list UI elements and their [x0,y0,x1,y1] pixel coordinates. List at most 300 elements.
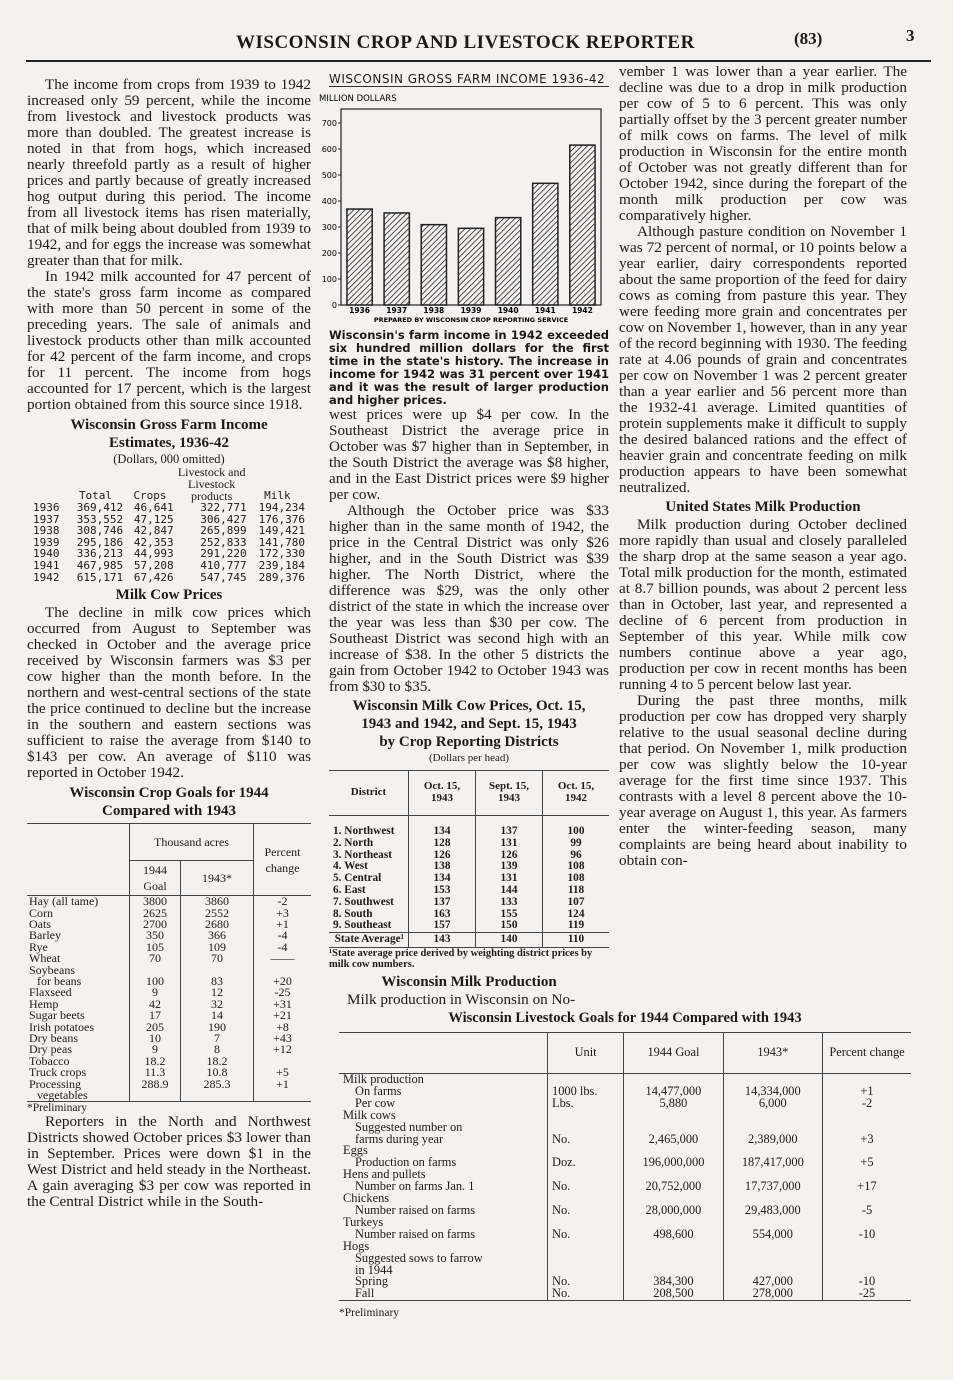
table-row [339,1288,911,1300]
y-tick-label: 0 [331,301,337,310]
table-title: Wisconsin Milk Cow Prices, Oct. 15, [352,698,586,714]
table-cell: 467,985 [76,558,124,572]
table-cell: 1942 [33,570,60,584]
footnote: ¹State average price derived by weighting district prices by milk cow numbers. [329,948,593,971]
table-cell: Suggested number on [355,1119,463,1134]
table-cell: -5 [823,1205,912,1217]
section-heading: Wisconsin Milk Production [381,974,557,991]
table-cell: 118 [543,885,610,897]
table-cell: 322,771 [200,501,247,514]
bar [421,225,446,305]
table-cell: 83 [181,976,254,987]
table-cell: No. [548,1229,624,1241]
table-row [339,1181,911,1193]
table-cell: 350 [130,930,181,941]
table-cell: 1938 [33,524,60,538]
table-cell: Milk cows [343,1107,396,1122]
table-cell: 44,993 [133,547,174,561]
paragraph: Milk production during October declined more rapidly than usual and closely paralleled the sharp drop at the same season a year ago. Total milk production for the month, estimated at 8.7 billion pounds, was about 2 percent less than in October, last year, and represented a decline of 6 percent from production in September of this year. While milk cow numbers continue above a year ago, production per cow in recent months has been running 4 to 5 percent below last year. [619,516,907,693]
chart-credit: PREPARED BY WISCONSIN CROP REPORTING SERVICE [373,316,569,324]
table-cell: Dry beans [29,1031,78,1046]
table-cell: -4 [254,942,312,953]
table-row [339,1098,911,1110]
table-row [329,920,609,932]
table-cell: 176,376 [258,512,305,526]
table-cell: Number raised on farms [355,1202,476,1217]
table-cell: Turkeys [343,1214,384,1229]
table-cell: 1. Northwest [333,825,395,837]
table-row [329,838,609,850]
table-cell: -10 [823,1276,912,1288]
table-row [27,930,311,941]
table-cell: No. [548,1181,624,1193]
table-header: Oct. 15, 1943 [409,771,476,816]
table-header: Total [78,489,113,503]
table-cell: 291,220 [200,547,247,561]
table-title: Wisconsin Gross Farm Income [70,417,268,433]
table-subtitle: (Dollars per head) [428,752,510,764]
table-cell: 126 [476,850,543,862]
table-cell: Processing [29,1076,81,1091]
table-cell: 366 [181,930,254,941]
table-cell: +5 [254,1067,312,1078]
table-cell: 6. East [333,883,366,896]
table-cell: +17 [823,1181,912,1193]
paragraph: The decline in milk cow prices which occurred from August to September was checked in October and the average price received by Wisconsin farmers was $3 per cow higher than the month before. In the northern and west-central sections of the state the price continued to decline but the increase in the southern and eastern sections was sufficient to raise the average from $140 to $143 per cow. An average of $110 was reported in October 1942. [27,604,311,782]
table-header: District [329,771,409,816]
table-cell: for beans [37,974,82,988]
table-cell: +21 [254,1010,312,1021]
paragraph: During the past three months, milk production per cow has dropped very sharply relative to the usual seasonal decline during that period. On November 1, milk production per cow was slightly below the 10-year average for the first time since 1937. This contrasts with a level 8 percent above the 10-year average on August 1, this year. As farmers enter the winter-feeding season, many complaints are being heard about inability to obtain con- [619,692,907,869]
table-cell: 2. North [333,836,374,849]
table-header: Thousand acres [130,824,254,861]
table-cell [823,1253,912,1265]
table-cell: Tobacco [29,1053,70,1068]
column-left [27,77,311,1210]
table-cell: 28,000,000 [624,1205,723,1217]
footnote: *Preliminary [339,1307,400,1320]
table-cell: Production on farms [355,1155,457,1170]
table-cell: Oats [29,916,51,931]
table-cell: 9 [130,1044,181,1055]
chart-title: WISCONSIN GROSS FARM INCOME 1936-42 [329,72,609,87]
table-cell: 70 [181,953,254,964]
table-cell: Hay (all tame) [29,894,99,909]
table-cell: 138 [409,861,476,873]
table-cell: 2625 [130,908,181,919]
table-cell: 150 [476,920,543,932]
table-cell: 133 [476,897,543,909]
table-cell: 288.9 [130,1079,181,1090]
table-header: 1943* [181,861,254,896]
table-header: Percent change [254,824,312,896]
publication-title: WISCONSIN CROP AND LIVESTOCK REPORTER [236,32,695,53]
table-cell: 7 [181,1033,254,1044]
table-cell: Spring [355,1274,389,1289]
table-cell: No. [548,1205,624,1217]
paragraph: Although the October price was $33 higher than in the same month of 1942, the price in the Central District was only $26 higher, and in the South District was $39 higher. The North District, where the difference was $29, was the only other district of the state in which the increase over the year was less than $30 per cow. The Southeast District was second high with an increase of $38. In the other 5 districts the gain from October 1942 to October 1943 was from $30 to $35. [329,502,609,695]
table-cell: 615,171 [76,570,124,584]
table-cell: Milk production [343,1072,424,1086]
table-cell: 2700 [130,919,181,930]
table-cell: Barley [29,928,61,943]
table-cell [723,1253,822,1265]
table-cell: Irish potatoes [29,1019,94,1034]
table-cell: 295,186 [76,535,124,549]
table-cell: Per cow [355,1095,396,1110]
table-cell: 285.3 [181,1079,254,1090]
table-cell [624,1110,723,1122]
table-cell: +12 [254,1044,312,1055]
table-cell: Dry peas [29,1042,72,1057]
table-row [33,502,308,514]
table-cell: State Average¹ [334,933,404,946]
table-cell: -2 [823,1098,912,1110]
livestock-goals-table [339,1032,911,1301]
table-row [27,1044,311,1055]
table-cell: 8. South [333,907,373,920]
table-cell: 10 [130,1033,181,1044]
y-axis-label: MILLION DOLLARS [319,94,397,104]
table-cell: 369,412 [76,501,124,514]
y-tick-label: 300 [321,223,337,232]
table-row [339,1205,911,1217]
table-row [329,885,609,897]
table-cell: 308,746 [76,524,124,538]
table-cell: 131 [476,873,543,885]
table-cell: -2 [254,896,312,908]
table-row [27,919,311,930]
table-cell: 14 [181,1010,254,1021]
paragraph: vember 1 was lower than a year earlier. The decline was due to a drop in milk production per cow of 5 to 6 percent. This was only partially offset by the 3 percent greater number of milk cows on farms. The level of milk production in Wisconsin for the entire month of October was not greatly different than for October 1942, since during the forepart of the month milk production per cow was comparatively higher. [619,63,907,224]
table-cell: 109 [181,942,254,953]
table-cell: No. [548,1276,624,1288]
table-row [27,987,311,998]
table-cell: —— [254,953,312,964]
table-title: 1943 and 1942, and Sept. 15, 1943 [361,716,577,732]
table-cell [548,1253,624,1265]
table-cell: +1 [254,919,312,930]
table-cell: 205 [130,1022,181,1033]
table-header: Sept. 15, 1943 [476,771,543,816]
paragraph: Reporters in the North and Northwest Districts showed October prices $3 lower than in September. Prices were down $1 in the West District and held steady in the Northeast. A gain averaging $3 per cow was reported in the Central District while in the South- [27,1113,311,1211]
bar [458,228,483,305]
table-cell: 108 [543,861,610,873]
table-cell: 2,465,000 [624,1134,723,1146]
table-cell: 141,780 [258,535,305,549]
table-cell: 2680 [181,919,254,930]
table-cell: 306,427 [200,512,247,526]
table-cell [723,1110,822,1122]
x-tick-label: 1940 [497,306,519,315]
table-cell: 126 [409,850,476,862]
table-cell: 143 [409,933,476,948]
table-cell: 9 [130,987,181,998]
table-cell: 155 [476,909,543,921]
x-tick-label: 1937 [386,306,408,315]
table-cell [823,1110,912,1122]
table-cell: -4 [254,930,312,941]
table-cell: Corn [29,905,53,920]
table-title: Wisconsin Livestock Goals for 1944 Compared with 1943 [448,1010,802,1026]
bar [570,145,595,305]
table-cell: 70 [130,953,181,964]
table-cell: 11.3 [130,1067,181,1078]
table-cell: 1939 [33,535,60,549]
table-cell: 144 [476,885,543,897]
bar [384,213,409,305]
table-cell: 10.8 [181,1067,254,1078]
table-cell: Lbs. [548,1098,624,1110]
table-cell: +5 [823,1157,912,1169]
table-cell: 128 [409,838,476,850]
table-cell: 353,552 [76,512,124,526]
table-row [339,1134,911,1146]
table-cell: Soybeans [29,962,75,977]
table-cell: No. [548,1134,624,1146]
table-cell: -10 [823,1229,912,1241]
bar [533,183,558,305]
table-cell: 17,737,000 [723,1181,822,1193]
table-cell: 289,376 [258,570,305,584]
table-cell: vegetables [37,1088,88,1103]
table-cell [254,1090,312,1102]
table-cell [181,1090,254,1102]
table-cell: 163 [409,909,476,921]
table-cell: in 1944 [355,1262,393,1277]
table-cell: Hemp [29,996,59,1011]
table-cell: 14,477,000 [624,1086,723,1098]
table-cell: 137 [476,826,543,838]
paragraph: The income from crops from 1939 to 1942 increased only 59 percent, while the income from livestock and livestock products was more than doubled. The greatest increase is noted in that from hogs, which increased nearly threefold partly as a result of higher prices and partly because of greatly increased hog output during this period. The income from all livestock items has risen materially, that of milk being about doubled from 1939 to 1942, and for eggs the increase was somewhat greater than that for milk. [27,76,311,269]
table-cell: Number raised on farms [355,1226,476,1241]
table-row [329,897,609,909]
table-cell: 554,000 [723,1229,822,1241]
table-cell: No. [548,1288,624,1300]
table-header: Livestock and Livestock products [177,465,246,503]
table-cell: Rye [29,939,48,954]
table-row [339,1229,911,1241]
table-cell: 498,600 [624,1229,723,1241]
table-cell [823,1241,912,1253]
table-cell: 239,184 [258,558,305,572]
table-header: 1944 Goal [624,1033,723,1074]
table-cell [624,1241,723,1253]
table-cell: 105 [130,942,181,953]
table-header: Percent change [823,1033,912,1074]
table-cell: Chickens [343,1191,390,1206]
x-tick-label: 1939 [460,306,482,315]
table-cell: 20,752,000 [624,1181,723,1193]
table-cell: Suggested sows to farrow [355,1250,483,1265]
table-cell: 17 [130,1010,181,1021]
table-cell: 29,483,000 [723,1205,822,1217]
table-row [329,873,609,885]
y-tick-label: 200 [321,249,337,258]
table-cell: 427,000 [723,1276,822,1288]
table-cell: 4. West [333,860,368,873]
column-right [619,64,907,869]
table-cell: 208,500 [624,1288,723,1300]
table-cell: 3860 [181,896,254,908]
table-cell: 134 [409,873,476,885]
table-title: Estimates, 1936-42 [109,435,229,451]
table-header: 1943* [723,1033,822,1074]
table-cell: 134 [409,826,476,838]
table-row [339,1276,911,1288]
table-cell: 108 [543,873,610,885]
y-tick-label: 400 [321,197,337,206]
table-cell [624,1253,723,1265]
table-cell: 9. Southeast [333,919,392,932]
table-cell: 1937 [33,512,60,526]
table-cell: +1 [254,1079,312,1090]
table-cell: +8 [254,1022,312,1033]
table-cell: 139 [476,861,543,873]
table-cell: 336,213 [76,547,124,561]
table-row [33,560,308,572]
paragraph: west prices were up $4 per cow. In the Southeast District the average price in October was $7 higher than in September, in the South District the average was $8 higher, and in the East District prices were $9 higher per cow. [329,406,609,503]
table-cell: 410,777 [200,558,247,572]
table-cell: 32 [181,999,254,1010]
table-cell: 3. Northeast [333,848,392,861]
table-cell: 140 [476,933,543,948]
table-cell: Eggs [343,1143,368,1158]
table-header: Crops [133,489,167,503]
table-cell: 131 [476,838,543,850]
table-cell: +43 [254,1033,312,1044]
table-row [339,1086,911,1098]
table-row [33,572,308,584]
table-cell [723,1241,822,1253]
income-table [33,466,308,583]
table-cell: 18.2 [181,1056,254,1067]
table-cell: 2,389,000 [723,1134,822,1146]
farm-income-bar-chart [319,87,609,325]
table-cell: 8 [181,1044,254,1055]
page-number: 3 [906,26,915,45]
table-cell: 1936 [33,501,60,514]
table-cell: Number on farms Jan. 1 [355,1179,475,1194]
crop-goals-table [27,823,311,1102]
table-cell: 278,000 [723,1288,822,1300]
table-cell: Fall [355,1286,375,1301]
x-tick-label: 1938 [423,306,445,315]
table-cell: 124 [543,909,610,921]
table-cell: 18.2 [130,1056,181,1067]
bar [347,209,372,305]
x-tick-label: 1941 [534,306,556,315]
table-cell: 42 [130,999,181,1010]
table-cell: 196,000,000 [624,1157,723,1169]
table-header: Milk [264,489,291,503]
table-cell [548,1241,624,1253]
page-header [26,26,931,62]
table-cell: 3800 [130,896,181,908]
table-cell: 14,334,000 [723,1086,822,1098]
x-tick-label: 1942 [571,306,593,315]
table-cell: -25 [823,1288,912,1300]
table-row [27,896,311,908]
table-cell: 157 [409,920,476,932]
table-cell: 42,353 [133,535,174,549]
table-cell: 194,234 [258,501,305,514]
column-middle [319,72,609,1009]
y-tick-label: 500 [321,171,337,180]
table-cell: 100 [130,976,181,987]
section-heading: Milk Cow Prices [115,587,223,604]
livestock-goals-section [339,1008,911,1319]
table-cell: 42,847 [133,524,174,538]
table-cell: Hens and pullets [343,1167,426,1182]
table-header: 1944 Goal [130,861,181,896]
table-cell: 547,745 [200,570,247,584]
paragraph: Milk production in Wisconsin on No- [347,991,576,1009]
table-cell: 1940 [33,547,60,561]
table-row [27,1090,311,1102]
table-cell: +3 [254,908,312,919]
footnote: *Preliminary [27,1102,88,1115]
table-cell: 172,330 [258,547,305,561]
table-cell: 187,417,000 [723,1157,822,1169]
paragraph: In 1942 milk accounted for 47 percent of the state's gross farm income as compared with more than 50 percent in some of the preceding years. The sale of animals and livestock products other than milk accounted for 42 percent of the farm income, and crops for 11 percent. The income from hogs accounted for 17 percent, which is the largest portion obtained from this source since 1918. [27,268,311,413]
table-cell: 107 [543,897,610,909]
paragraph: Although pasture condition on November 1 was 72 percent of normal, or 10 points below a year earlier, dairy correspondents reported about the same proportion of the feed for dairy cows as coming from pasture this year. They were feeding more grain and concentrates per cow on November 1, however, than in any year of the record beginning with 1930. The feeding rate at 4.06 pounds of grain and concentrates per cow on November 1 was 2 percent greater than a year earlier and 56 percent more than the 1932-41 average. Limited quantities of protein supplements make it difficult to supply the desired balanced rations and the effect of heavier grain and concentrate feeding on milk production appears to have been somewhat neutralized. [619,223,907,496]
table-row [329,850,609,862]
chart-caption: Wisconsin's farm income in 1942 exceeded six hundred million dollars for the first time in the state's history. The increase in income for 1942 was 31 percent over 1941 and it was the result of larger production and higher prices. [329,328,609,407]
table-cell: 1000 lbs. [548,1086,624,1098]
table-cell: 153 [409,885,476,897]
table-header: Oct. 15, 1942 [543,771,610,816]
table-title: by Crop Reporting Districts [379,734,559,750]
table-cell [130,1090,181,1102]
table-header: Unit [548,1033,624,1074]
table-cell: 149,421 [258,524,305,538]
bar [496,218,521,305]
table-cell: Flaxseed [29,985,72,1000]
issue-number: (83) [794,29,823,48]
table-row [27,942,311,953]
table-cell: 7. Southwest [333,895,394,908]
table-cell: Sugar beets [29,1008,85,1023]
table-cell: 2552 [181,908,254,919]
table-cell: 265,899 [200,524,247,538]
table-cell: 6,000 [723,1098,822,1110]
table-cell: 12 [181,987,254,998]
table-cell: 46,641 [133,501,174,514]
table-cell: 67,426 [133,570,174,584]
table-cell: Truck crops [29,1065,87,1080]
table-cell: 99 [543,838,610,850]
table-cell: 96 [543,850,610,862]
table-row [27,908,311,919]
y-tick-label: 600 [321,145,337,154]
table-cell: 137 [409,897,476,909]
table-row [339,1265,911,1277]
table-cell: 384,300 [624,1276,723,1288]
table-title: Wisconsin Crop Goals for 1944 [69,785,269,802]
table-cell: Wheat [29,951,61,966]
table-cell: +3 [823,1134,912,1146]
table-cell: Hogs [343,1238,370,1253]
table-subtitle: (Dollars, 000 omitted) [113,452,225,466]
table-cell: +20 [254,976,312,987]
table-cell [548,1110,624,1122]
table-cell: 1941 [33,558,60,572]
table-cell: 5. Central [333,872,382,885]
table-cell: 110 [543,933,610,948]
x-tick-label: 1936 [349,306,371,315]
